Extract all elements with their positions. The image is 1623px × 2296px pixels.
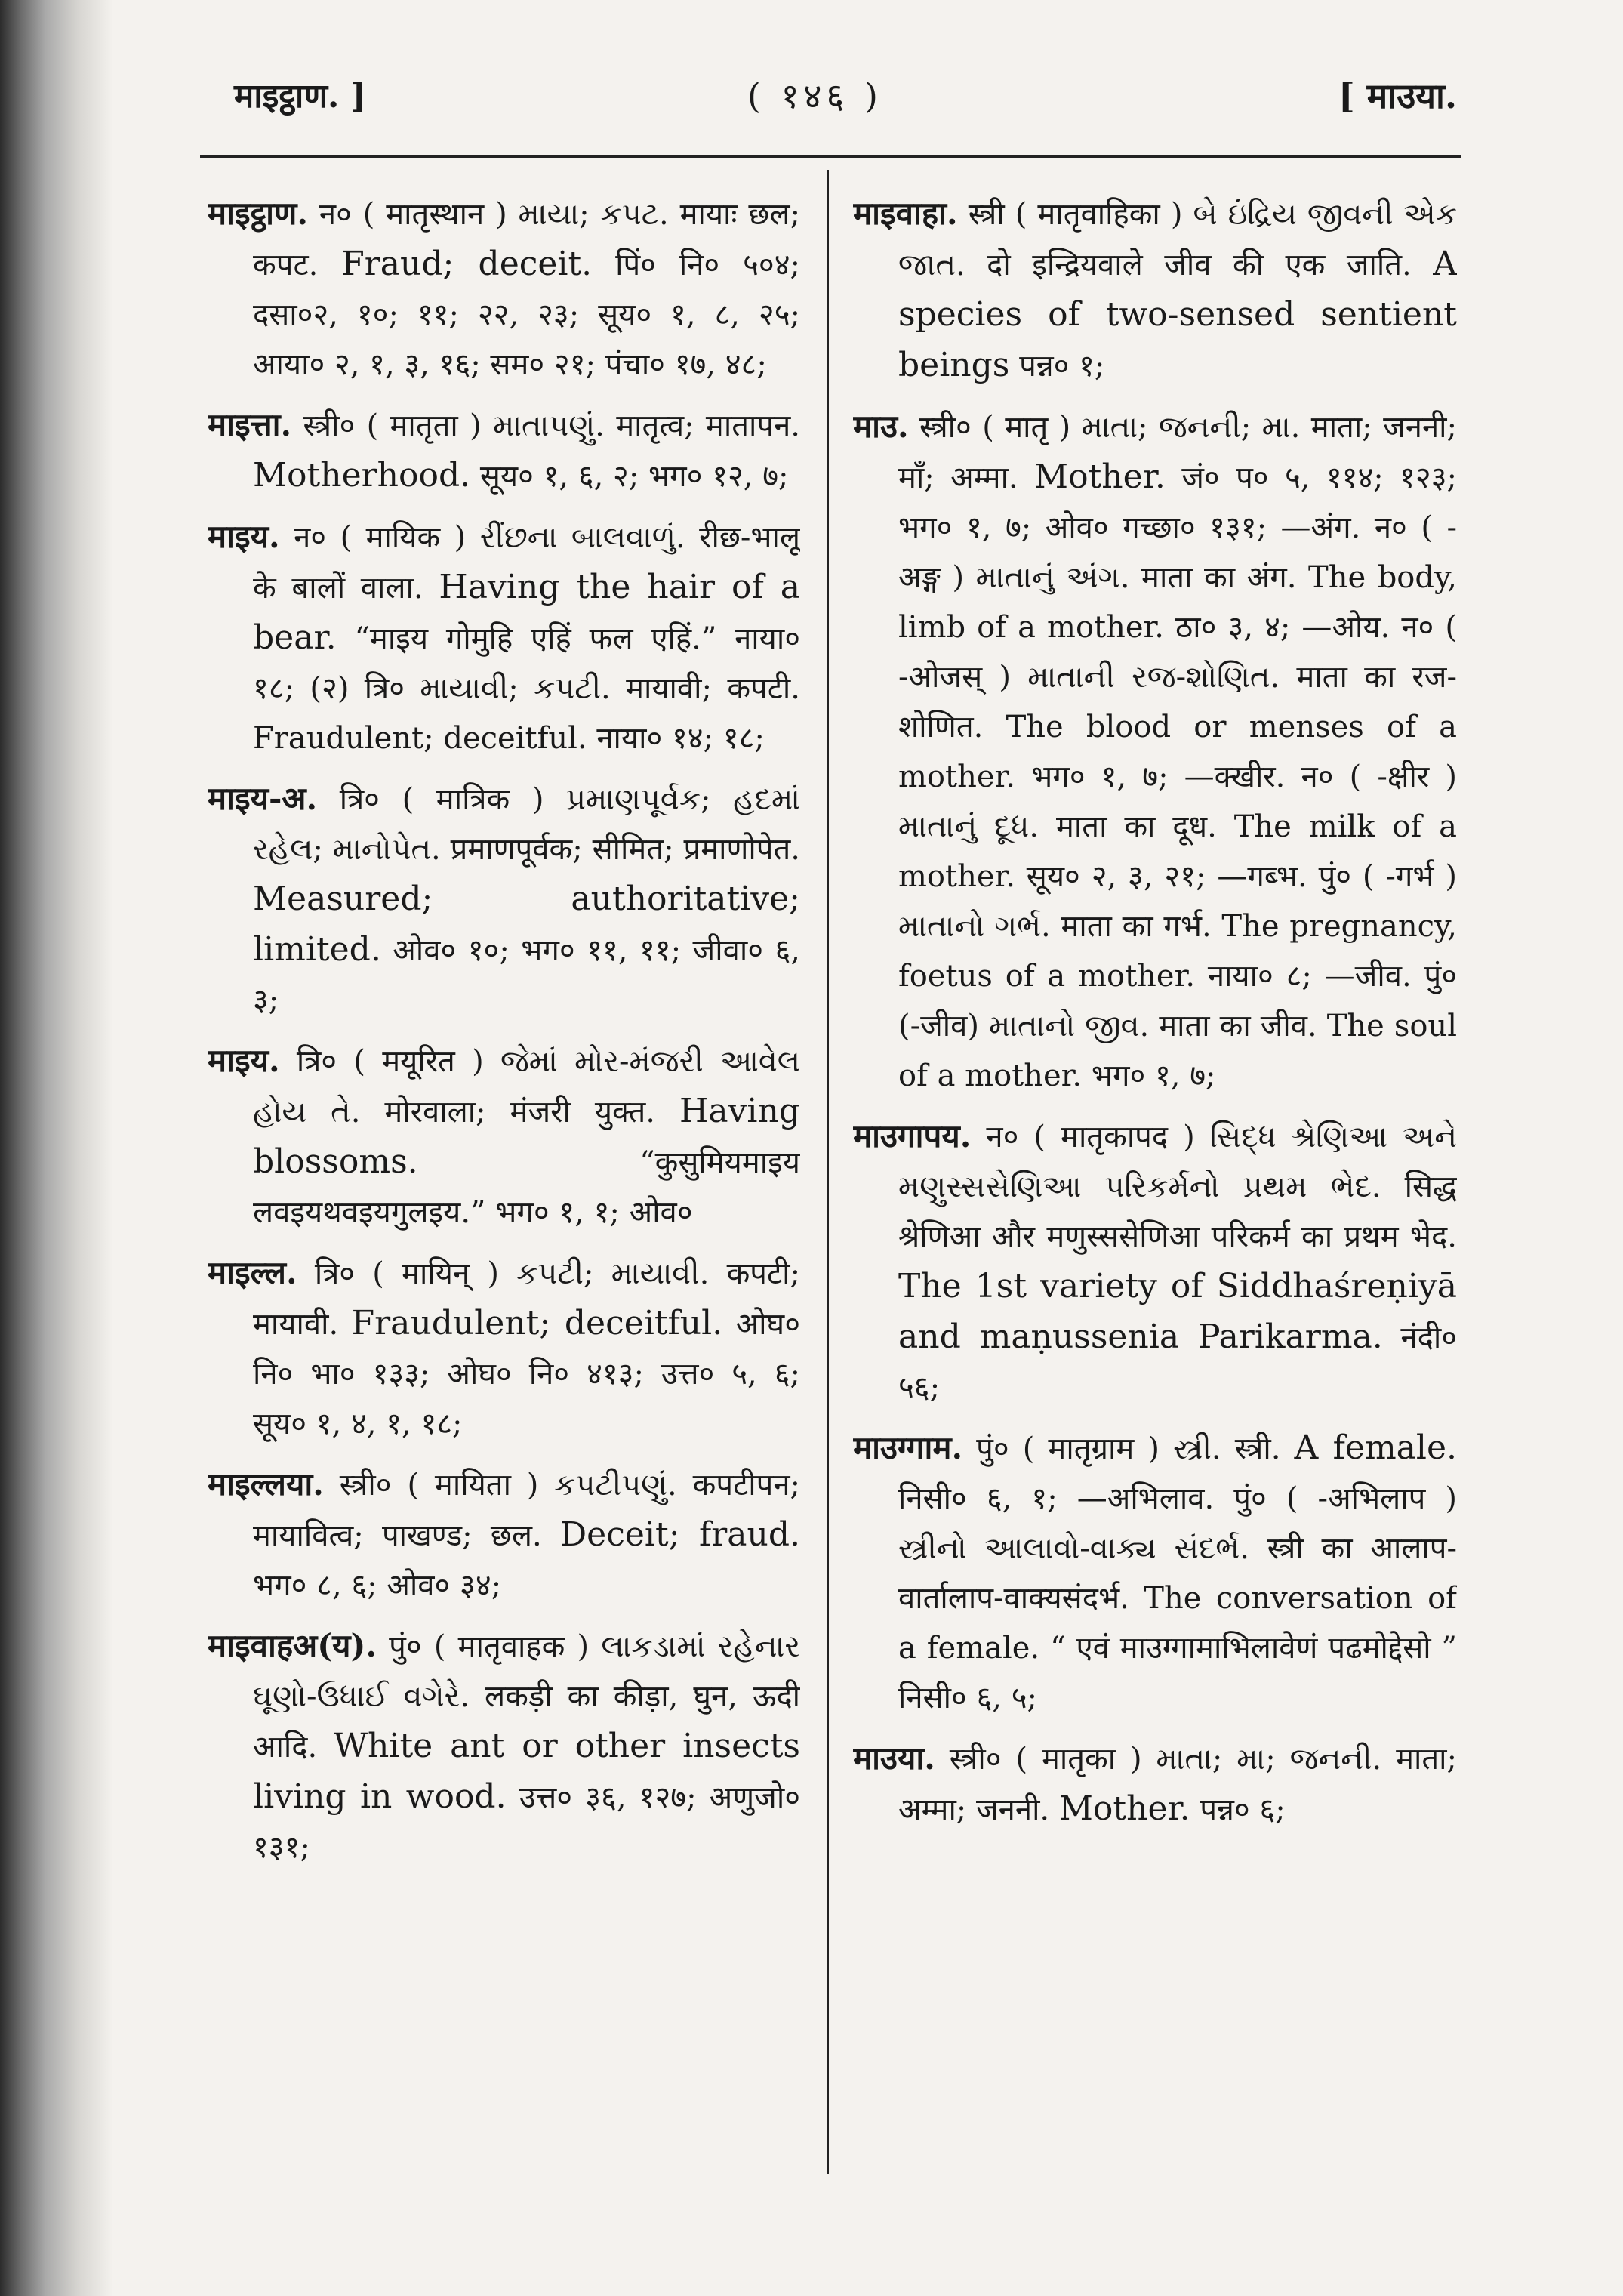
entry-gloss: स्त्री० ( मातृका ) માતા; મા; જનની. माता; अम्मा; जननी. bbox=[898, 1742, 1457, 1827]
entry-headword: माइत्ता. bbox=[208, 406, 292, 443]
dictionary-entry bbox=[853, 1734, 1457, 1835]
left-column bbox=[208, 189, 800, 2242]
dictionary-entry bbox=[853, 1423, 1457, 1723]
entry-english: A species of two-sensed sentient beings bbox=[898, 245, 1457, 384]
entry-references: उत्त० ३६, १२७; अणुजो० १३१; bbox=[253, 1780, 800, 1865]
entry-headword: माइय. bbox=[208, 1042, 280, 1079]
dictionary-entry bbox=[853, 402, 1457, 1101]
entry-gloss: त्रि० ( मयूरित ) જેમાં મોર-મંજરી આવેલ હોય તે. मोरवाला; मंजरी युक्त. bbox=[253, 1044, 800, 1130]
entry-english: A female. bbox=[1294, 1428, 1457, 1467]
entry-references: भग० ८, ६; ओव० ३४; bbox=[253, 1568, 502, 1603]
entry-english: Mother. bbox=[1034, 458, 1166, 496]
dictionary-entry bbox=[208, 512, 800, 763]
entry-headword: माइल्लया. bbox=[208, 1465, 324, 1502]
entry-english: Mother. bbox=[1058, 1789, 1190, 1828]
entry-english: Measured; authoritative; limited. bbox=[253, 880, 800, 969]
entry-gloss: स्त्री० ( मातृ ) માતા; જનની; મા. माता; जननी; माँ; अम्मा. bbox=[898, 410, 1457, 495]
dictionary-entry bbox=[208, 1459, 800, 1610]
entry-headword: माइवाहअ(य). bbox=[208, 1627, 377, 1664]
dictionary-entry bbox=[853, 1111, 1457, 1413]
entry-english: Motherhood. bbox=[253, 456, 471, 495]
entry-english: The 1st variety of Siddhaśreṇiyā and maṇussenia Parikarma. bbox=[898, 1267, 1457, 1356]
entry-gloss: पुं० ( मातृग्राम ) સ્ત્રી. स्त्री. bbox=[976, 1432, 1281, 1466]
entry-references: निसी० ६, १; —अभिलाव. पुं० ( -अभिलाप ) સ્ત્રીનો આલાવો-વાક્ય સંદર્ભ. स्त्री का आलाप-वार्तालाप-वाक्यसंदर्भ. The conversation of a female. “ एवं माउग्गामाभिलावेणं पढमोद्देसो ” निसी० ६, ५; bbox=[898, 1481, 1457, 1715]
entry-english: Having the hair of a bear. bbox=[253, 568, 800, 657]
entry-gloss: स्त्री० ( मायिता ) કપટીપણું. कपटीपन; मायावित्व; पाखण्ड; छल. bbox=[253, 1468, 800, 1553]
dictionary-entry bbox=[208, 189, 800, 390]
page-header bbox=[219, 72, 1457, 125]
entry-references: “माइय गोमुहि एहिं फल एहिं.” नाया० १८; (२) त्रि० માયાવી; કપટી. मायावी; कपटी. Fraudulent; deceitful. नाया० १४; १८; bbox=[253, 621, 800, 756]
dictionary-entry bbox=[208, 774, 800, 1025]
entry-english: White ant or other insects living in wood. bbox=[253, 1727, 800, 1816]
entry-references: ओघ० नि० भा० १३३; ओघ० नि० ४१३; उत्त० ५, ६; सूय० १, ४, १, १८; bbox=[253, 1307, 800, 1441]
entry-headword: माउया. bbox=[853, 1740, 935, 1777]
entry-headword: माइवाहा. bbox=[853, 195, 958, 232]
entry-gloss: न० ( मातृस्थान ) માયા; કપટ. मायाः छल; कपट. bbox=[253, 197, 800, 282]
entry-references: सूय० १, ६, २; भग० १२, ७; bbox=[479, 459, 789, 494]
entry-english: Deceit; fraud. bbox=[559, 1515, 800, 1554]
entry-gloss: न० ( मायिक ) રીંછના બાલવાળું. रीछ-भालू के बालों वाला. bbox=[253, 520, 800, 606]
dictionary-entry bbox=[208, 1621, 800, 1872]
header-left-guide-word: माइट्ठाण. ] bbox=[234, 77, 367, 116]
entry-gloss: त्रि० ( मायिन् ) કપટી; માયાવી. कपटी; मायावी. bbox=[253, 1256, 800, 1342]
header-right-guide-word: [ माउया. bbox=[1338, 76, 1457, 116]
entry-references: “कुसुमियमाइय लवइयथवइयगुलइय.” भग० १, १; ओव० bbox=[253, 1145, 800, 1230]
entry-headword: माइल्ल. bbox=[208, 1254, 297, 1291]
entry-gloss: न० ( मातृकापद ) સિદ્ધ શ્રેણિઆ અને મણુસ્સસેણિઆ પરિકર્મનો પ્રથમ ભેદ. सिद्ध श्रेणिआ और मणुस्ससेणिआ परिकर्म का प्रथम भेद. bbox=[898, 1120, 1457, 1254]
entry-references: पिं० नि० ५०४; दसा०२, १०; ११; २२, २३; सूय० १, ८, २५; आया० २, १, ३, १६; सम० २१; पंचा० १७, ४८; bbox=[253, 248, 800, 382]
dictionary-entry bbox=[208, 1036, 800, 1237]
dictionary-entry bbox=[208, 400, 800, 501]
entry-headword: माउ. bbox=[853, 408, 909, 445]
entry-references: पन्न० १; bbox=[1019, 349, 1105, 384]
right-column bbox=[853, 189, 1457, 2242]
header-rule bbox=[200, 155, 1461, 158]
page-gutter-shadow bbox=[0, 0, 113, 2296]
entry-gloss: त्रि० ( मात्रिक ) પ્રમાણપૂર્વક; હદમાં રહેલ; માનોપેત. प्रमाणपूर्वक; सीमित; प्रमाणोपेत. bbox=[253, 782, 800, 867]
entry-references: ओव० १०; भग० ११, ११; जीवा० ६, ३; bbox=[253, 933, 800, 1018]
entry-headword: माइट्ठाण. bbox=[208, 195, 309, 232]
page-number: ( १४६ ) bbox=[747, 76, 882, 116]
entry-english: Fraud; deceit. bbox=[341, 245, 593, 283]
dictionary-entry bbox=[208, 1248, 800, 1449]
dictionary-entry bbox=[853, 189, 1457, 391]
entry-gloss: स्त्री ( मातृवाहिका ) બે ઇંદ્રિય જીવની એક જાત. दो इन्द्रियवाले जीव की एक जाति. bbox=[898, 197, 1457, 282]
entry-headword: माउगापय. bbox=[853, 1117, 972, 1154]
entry-gloss: स्त्री० ( मातृता ) માતાપણું. मातृत्व; मातापन. bbox=[303, 408, 800, 443]
entry-gloss: पुं० ( मातृवाहक ) લાકડામાં રહેનાર ઘૂણો-ઉધાઈ વગેરે. लकड़ी का कीड़ा, घुन, ऊदी आदि. bbox=[253, 1629, 800, 1764]
entry-headword: माइय. bbox=[208, 518, 280, 555]
column-divider bbox=[827, 170, 829, 2174]
entry-references: नंदी० ५६; bbox=[898, 1321, 1457, 1405]
entry-english: Fraudulent; deceitful. bbox=[351, 1304, 723, 1342]
entry-headword: माइय-अ. bbox=[208, 780, 318, 817]
entry-references: जं० प० ५, ११४; १२३; भग० १, ७; ओव० गच्छा० १३१; —अंग. न० ( -अङ्ग ) માતાનું અંગ. माता का अंग. The body, limb of a mother. ठा० ३, ४; —ओय. न० ( -ओजस् ) માતાની રજ-શોણિત. माता का रज-शोणित. The blood or menses of a mother. भग० १, ७; —क्खीर. न० ( -क्षीर ) માતાનું દૂધ. माता का दूध. The milk of a mother. सूय० २, ३, २१; —गब्भ. पुं० ( -गर्भ ) માતાનો ગર્ભ. माता का गर्भ. The pregnancy, foetus of a mother. नाया० ८; —जीव. पुं० (-जीव) માતાનો જીવ. माता का जीव. The soul of a mother. भग० १, ७; bbox=[898, 461, 1457, 1093]
entry-headword: माउग्गाम. bbox=[853, 1429, 963, 1466]
entry-references: पन्न० ६; bbox=[1200, 1792, 1286, 1827]
entry-english: Having blossoms. bbox=[253, 1092, 800, 1181]
